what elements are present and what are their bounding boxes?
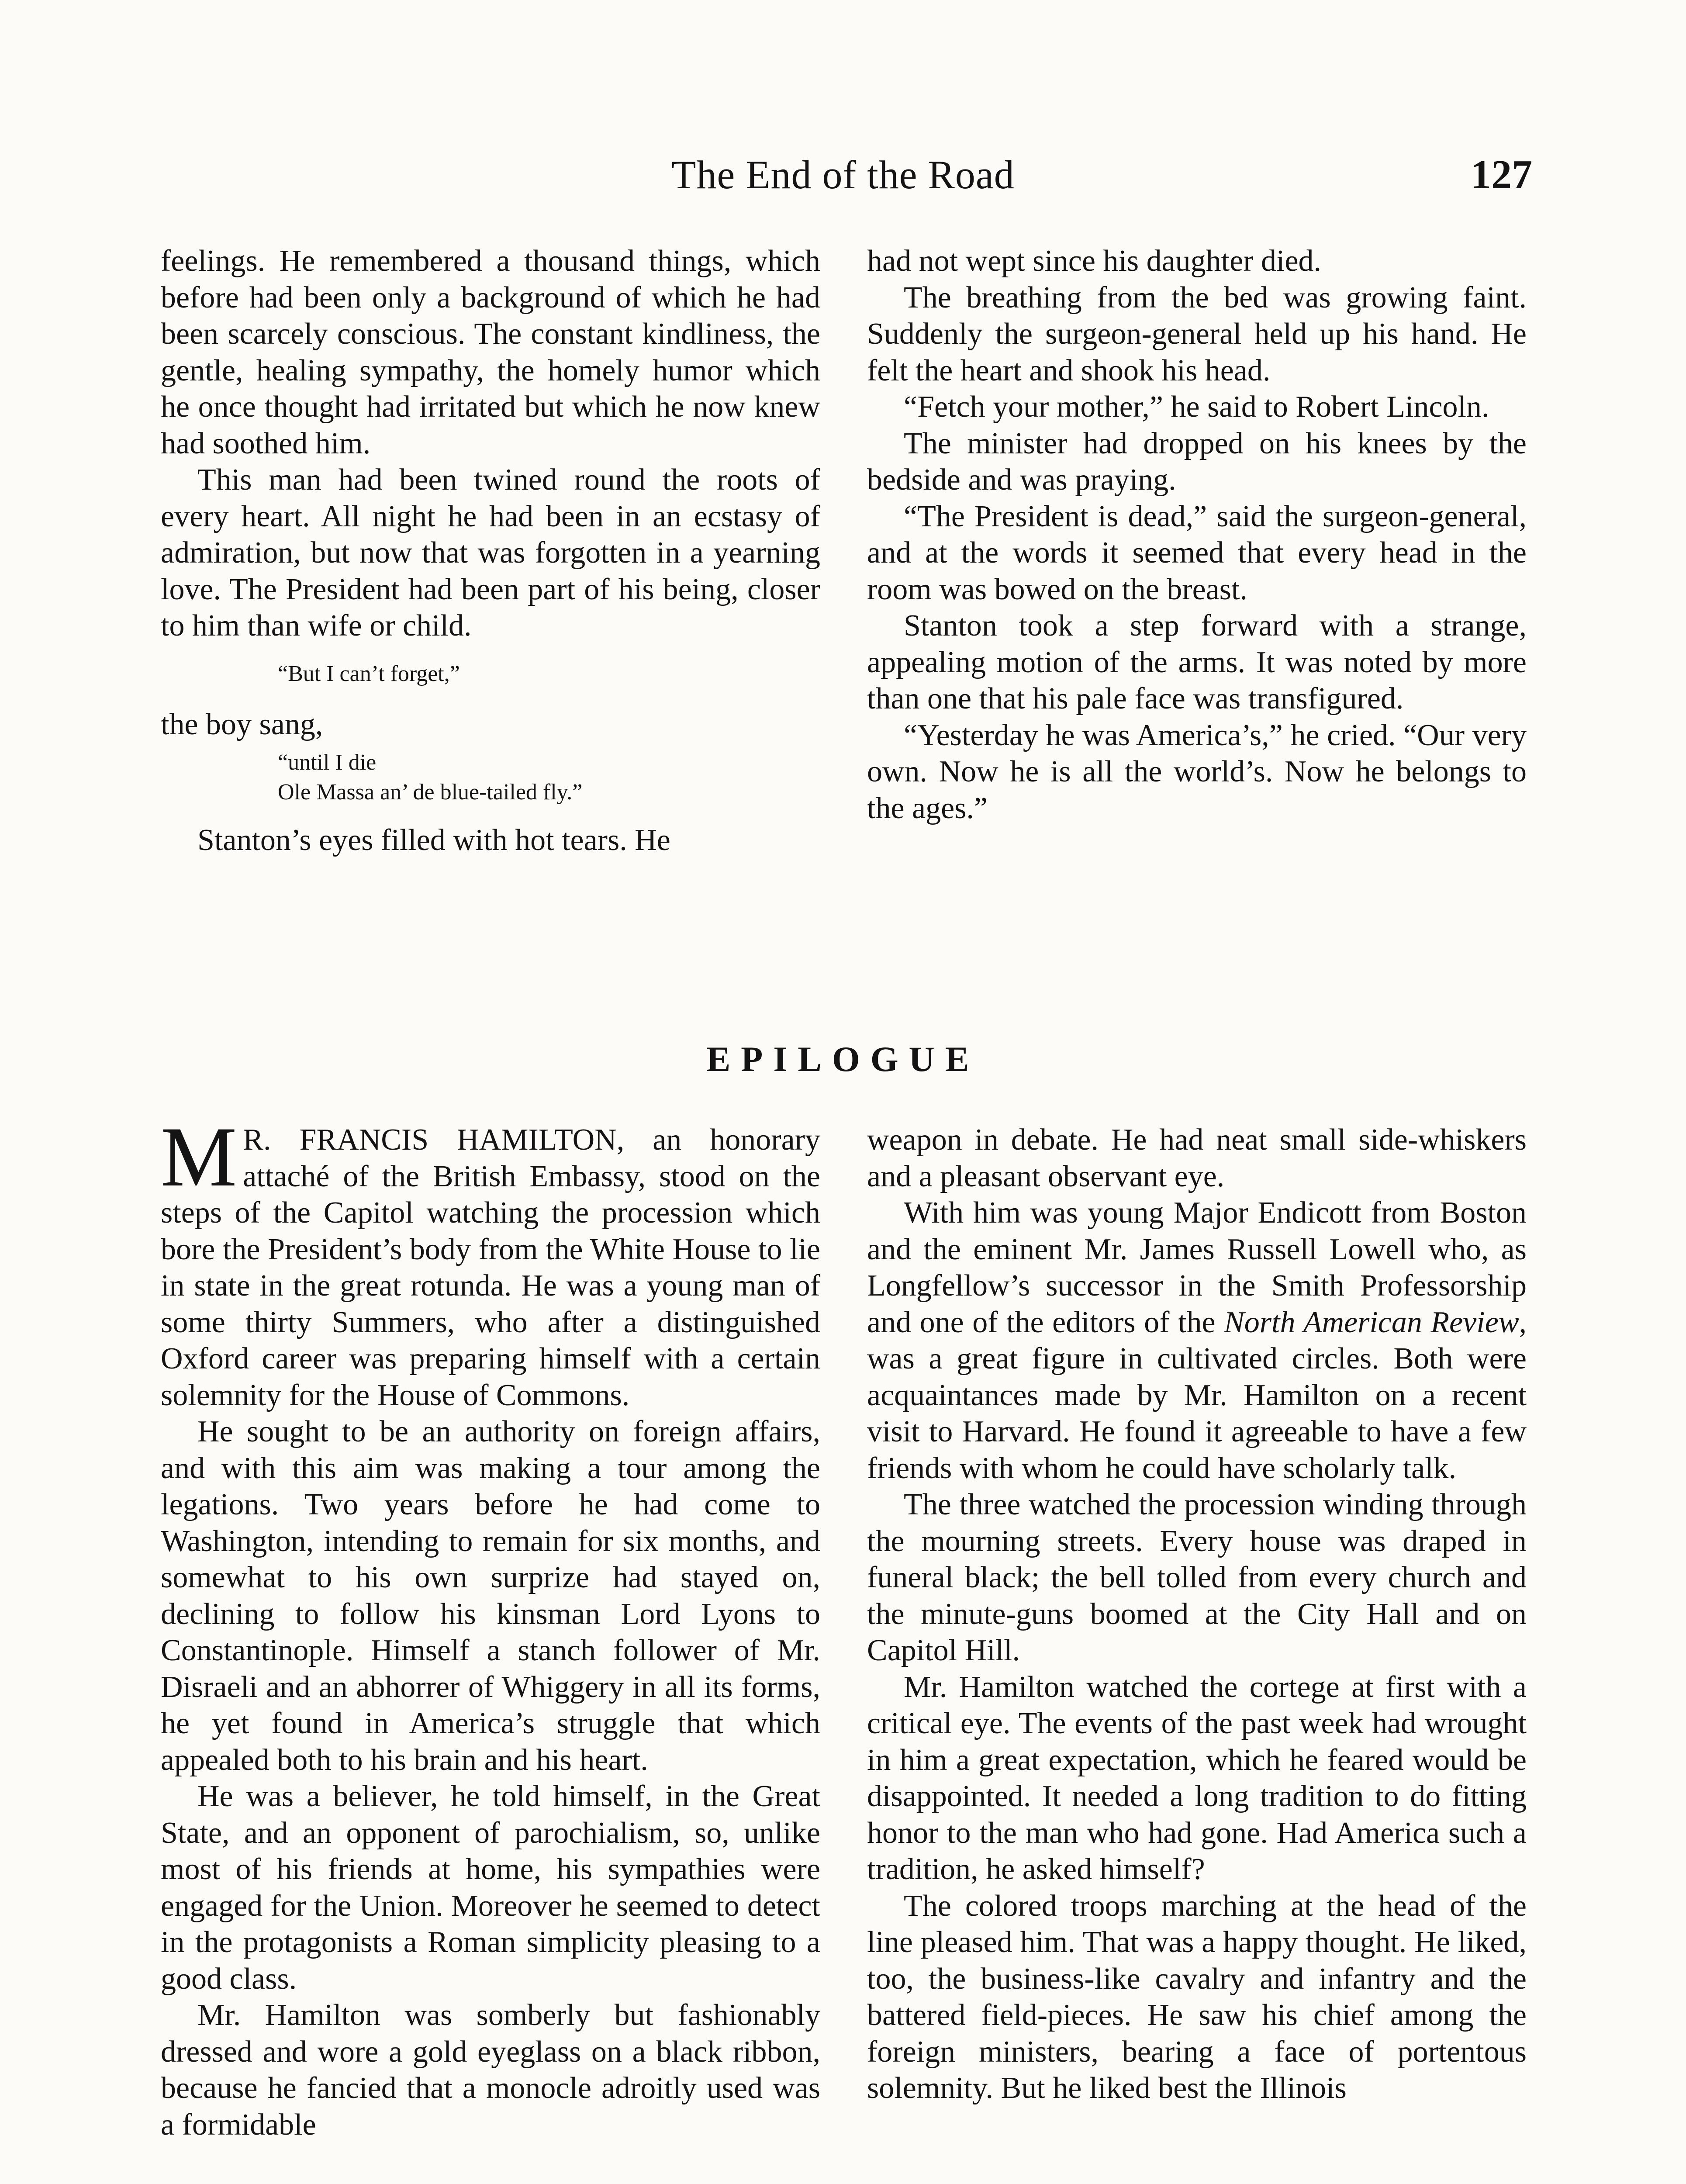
paragraph-text: With him was young Major Endicott from Boston and the eminent Mr. James Russell Lowell who, as Longfellow’s successor in the Smith Professorship and one of the editors of the xyxy=(867,1196,1527,1339)
bottom-left-column xyxy=(161,1109,820,2143)
section-heading: EPILOGUE xyxy=(706,1039,980,1079)
paragraph: Stanton took a step forward with a strange, appealing motion of the arms. It was noted by more than one that his pale face was transfigured. xyxy=(867,609,1527,715)
paragraph: weapon in debate. He had neat small side-whiskers and a pleasant observant eye. xyxy=(867,1123,1527,1193)
paragraph: He was a believer, he told himself, in the Great State, and an opponent of parochialism, so, unlike most of his friends at home, his sympathies were engaged for the Union. Moreover he seemed to detect in the protagonists a Roman simplicity pleasing to a good class. xyxy=(161,1780,820,1996)
paragraph: He sought to be an authority on foreign affairs, and with this aim was making a tour among the legations. Two years before he had come to Washington, intending to remain for six months, and somewhat to his own surprize had stayed on, declining to follow his kinsman Lord Lyons to Constantinople. Himself a stanch follower of Mr. Disraeli and an abhorrer of Whiggery in all its forms, he yet found in America’s struggle that which appealed both to his brain and his heart. xyxy=(161,1415,820,1777)
paragraph: The three watched the procession winding through the mourning streets. Every house was draped in funeral black; the bell tolled from every church and the minute-guns boomed at the City Hall and on Capitol Hill. xyxy=(867,1488,1527,1667)
lead-in: R. FRANCIS HAMILTON, xyxy=(243,1123,625,1157)
bottom-right-column xyxy=(867,1122,1527,2107)
paragraph xyxy=(161,1109,820,1413)
paragraph: “Yesterday he was America’s,” he cried. “Our very own. Now he is all the world’s. Now he belongs to the ages.” xyxy=(867,718,1527,825)
paragraph-text: , was a great figure in cultivated circles. Both were acquaintances made by Mr. Hamilton on a recent visit to Harvard. He found it agreeable to have a few friends with whom he could have scholarly talk. xyxy=(867,1305,1527,1485)
paragraph: “The President is dead,” said the surgeon-general, and at the words it seemed that every head in the room was bowed on the breast. xyxy=(867,499,1527,606)
song-lyric: “But I can’t forget,” xyxy=(278,661,460,686)
song-lyric-block xyxy=(161,748,820,807)
drop-cap: M xyxy=(161,1109,237,1204)
song-lyric-line: “until I die xyxy=(278,750,377,775)
paragraph: The minister had dropped on his knees by the bedside and was praying. xyxy=(867,426,1527,497)
periodical-title: North American Review xyxy=(1224,1305,1519,1339)
running-title: The End of the Road xyxy=(671,152,1015,197)
paragraph: “Fetch your mother,” he said to Robert Lincoln. xyxy=(904,390,1489,424)
page-number: 127 xyxy=(1471,152,1532,197)
paragraph: Mr. Hamilton watched the cortege at first with a critical eye. The events of the past week had wrought in him a great expectation, which he feared would be disappointed. It needed a long tradition to do fitting honor to the man who had gone. Had America such a tradition, he asked himself? xyxy=(867,1670,1527,1886)
paragraph: Mr. Hamilton was somberly but fashionably dressed and wore a gold eyeglass on a black ribbon, because he fancied that a monocle adroitly used was a formidable xyxy=(161,1998,820,2142)
paragraph: feelings. He remembered a thousand things, which before had been only a background of which he had been scarcely conscious. The constant kindliness, the gentle, healing sympathy, the homely humor which he once thought had irritated but which he now knew had soothed him. xyxy=(161,244,820,460)
paragraph: the boy sang, xyxy=(161,707,323,741)
top-right-column xyxy=(867,243,1527,826)
top-left-column xyxy=(161,243,820,859)
song-lyric-line: Ole Massa an’ de blue-tailed fly.” xyxy=(278,780,583,805)
paragraph: The colored troops marching at the head of the line pleased him. That was a happy thought. He liked, too, the business-like cavalry and infantry and the battered field-pieces. He saw his chief among the foreign ministers, bearing a face of portentous solemnity. But he liked best the Illinois xyxy=(867,1889,1527,2105)
paragraph-text: an honorary attaché of the British Embassy, stood on the steps of the Capitol watching the procession which bore the President’s body from the White House to lie in state in the great rotunda. He was a young man of some thirty Summers, who after a distinguished Oxford career was preparing himself with a certain solemnity for the House of Commons. xyxy=(161,1123,820,1412)
paragraph: had not wept since his daughter died. xyxy=(867,244,1322,278)
paragraph: The breathing from the bed was growing faint. Suddenly the surgeon-general held up his hand. He felt the heart and shook his head. xyxy=(867,280,1527,387)
paragraph: Stanton’s eyes filled with hot tears. He xyxy=(197,823,670,857)
paragraph: This man had been twined round the roots of every heart. All night he had been in an ecstasy of admiration, but now that was forgotten in a yearning love. The President had been part of his being, closer to him than wife or child. xyxy=(161,463,820,643)
paragraph xyxy=(867,1195,1527,1486)
